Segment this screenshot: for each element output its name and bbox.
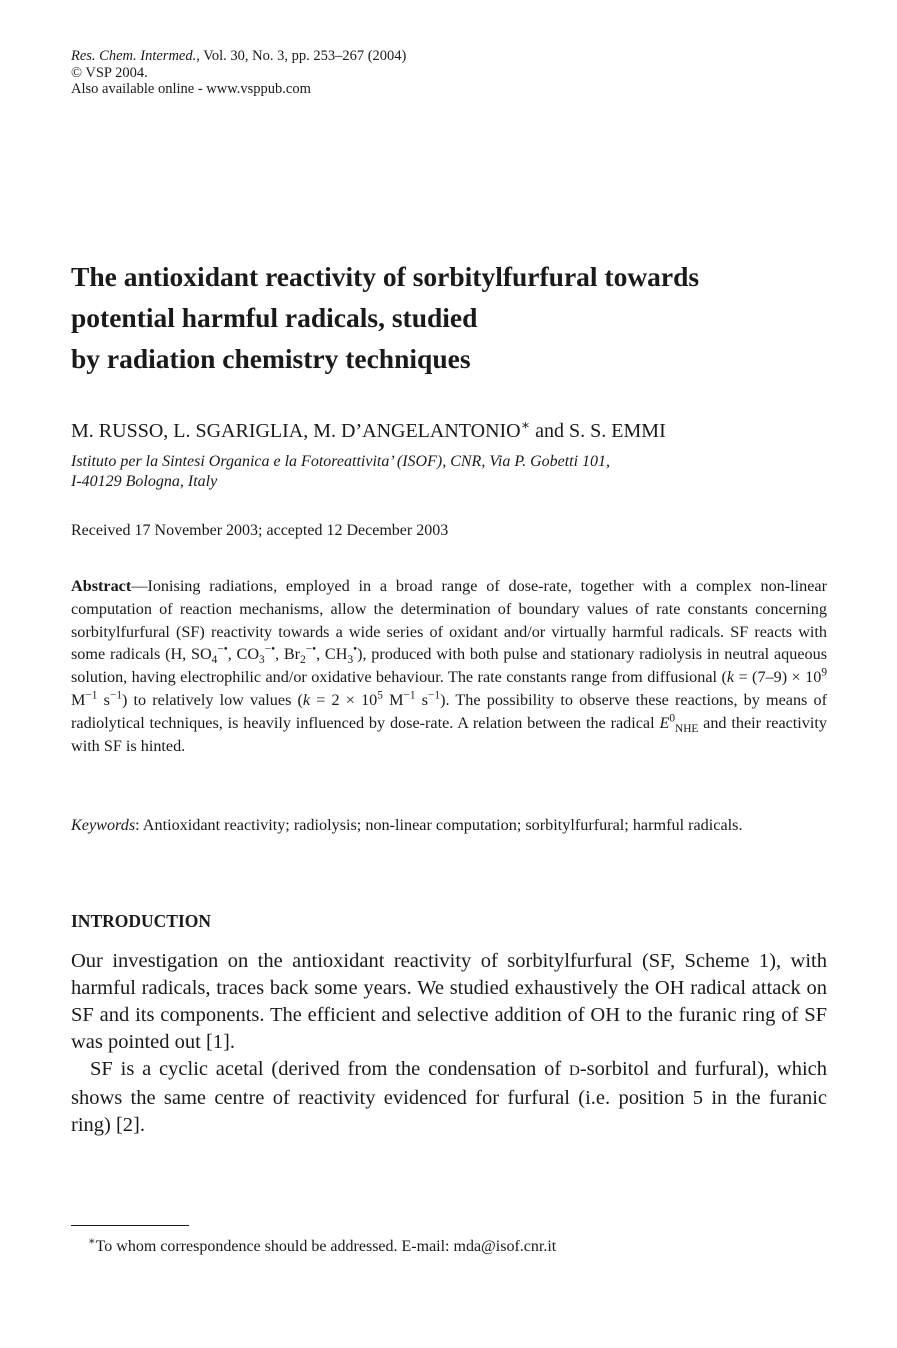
- math-variable: k: [302, 690, 311, 709]
- abstract-text: = (7–9) × 10: [734, 668, 822, 687]
- footnote-star: ∗: [88, 1235, 96, 1248]
- intro-paragraph-1: Our investigation on the antioxidant reactivity of sorbitylfurfural (SF, Scheme 1), with harmful radicals, traces back some years. We studied exhaustively the OH radical attack on SF and its components. The efficient and selective addition of OH to the furanic ring of SF was pointed out [1].: [71, 950, 827, 1053]
- abstract-text: —Ionising radiations, employed in a broad range of dose-rate, together with a complex non-linear computation of reaction mechanisms, allow the determination of boundary values of rate constants concerning sorbitylfurfural (SF) reactivity towards a wide series of oxidant and/or virtually harmful radicals. SF reacts with some radicals (H, SO: [71, 577, 827, 664]
- superscript: −1: [403, 689, 416, 702]
- math-variable: k: [726, 668, 735, 687]
- received-dates: Received 17 November 2003; accepted 12 December 2003: [71, 522, 449, 539]
- citation-line: [71, 48, 406, 65]
- superscript: −1: [85, 689, 98, 702]
- affiliation-line-1: Istituto per la Sintesi Organica e la Fotoreattivita’ (ISOF), CNR, Via P. Gobetti 101,: [71, 453, 611, 470]
- subscript: NHE: [675, 723, 699, 736]
- journal-name: Res. Chem. Intermed.: [71, 48, 197, 64]
- keywords: [71, 814, 827, 837]
- subscript: 3: [347, 654, 354, 667]
- abstract-text: ), produced with both pulse and stationary radiolysis in neutral aqueous solution, having electrophilic and/or oxidative behaviour. The rate constants range from diffusional (: [71, 645, 828, 687]
- abstract-text: ). The possibility to observe these reactions, by means of radiolytical techniques, is heavily influenced by dose-rate. A relation between the radical: [71, 690, 827, 732]
- footnote-text: To whom correspondence should be addressed. E-mail: mda@isof.cnr.it: [95, 1238, 557, 1255]
- authors-first: M. RUSSO, L. SGARIGLIA, M. D’ANGELANTONIO: [71, 420, 521, 442]
- title-line-2: potential harmful radicals, studied: [71, 302, 478, 333]
- superscript: −•: [217, 644, 228, 656]
- abstract-text: = 2 × 10: [310, 690, 378, 709]
- journal-citation: , Vol. 30, No. 3, pp. 253–267 (2004): [196, 48, 407, 64]
- superscript: −•: [305, 644, 317, 656]
- corresponding-star: ∗: [520, 418, 531, 434]
- superscript: •: [353, 644, 358, 656]
- superscript: 5: [377, 689, 383, 702]
- title-line-1: The antioxidant reactivity of sorbitylfurfural towards: [71, 261, 700, 292]
- copyright-line: © VSP 2004.: [71, 64, 148, 81]
- abstract-text: s: [415, 690, 429, 709]
- superscript: 9: [821, 666, 827, 679]
- authors-last: and S. S. EMMI: [530, 420, 666, 442]
- abstract-text: , Br: [275, 645, 301, 664]
- superscript: −1: [428, 689, 441, 702]
- section-heading-introduction: INTRODUCTION: [71, 911, 212, 931]
- subscript: 4: [211, 654, 218, 667]
- keywords-label: Keywords: [71, 816, 136, 834]
- paragraph-text: SF is a cyclic acetal (derived from the condensation of: [90, 1058, 569, 1080]
- subscript: 3: [259, 654, 265, 667]
- math-variable: E: [659, 713, 670, 732]
- abstract: [71, 575, 827, 757]
- author-list: [71, 418, 666, 444]
- keywords-text: : Antioxidant reactivity; radiolysis; non-linear computation; sorbitylfurfural; harmful radicals.: [135, 816, 743, 834]
- online-availability: Also available online - www.vsppub.com: [71, 81, 311, 97]
- title-line-3: by radiation chemistry techniques: [71, 343, 471, 374]
- paper-title: [71, 256, 827, 379]
- abstract-text: , CO: [227, 645, 260, 664]
- abstract-label: Abstract: [71, 577, 132, 595]
- abstract-text: s: [97, 690, 110, 709]
- abstract-text: , CH: [316, 645, 348, 664]
- abstract-text: and their reactivity with SF is hinted.: [71, 713, 827, 755]
- journal-header: [71, 48, 406, 98]
- superscript: 0: [669, 712, 676, 725]
- affiliation-line-2: I-40129 Bologna, Italy: [71, 473, 218, 490]
- abstract-text: M: [71, 690, 86, 709]
- small-caps-d: D: [568, 1063, 580, 1079]
- footnote: [88, 1236, 556, 1258]
- abstract-text: ) to relatively low values (: [122, 690, 303, 709]
- affiliation: [71, 452, 610, 492]
- superscript: −1: [109, 689, 122, 702]
- subscript: 2: [300, 654, 306, 667]
- paragraph-text: -sorbitol and furfural), which shows the same centre of reactivity evidenced for furfural (i.e. position 5 in the furanic ring) [2].: [71, 1058, 828, 1136]
- superscript: −•: [264, 644, 276, 656]
- footnote-divider: [71, 1225, 189, 1226]
- intro-paragraph-2: [71, 1056, 827, 1139]
- abstract-text: M: [382, 690, 404, 709]
- introduction-body: [71, 948, 827, 1139]
